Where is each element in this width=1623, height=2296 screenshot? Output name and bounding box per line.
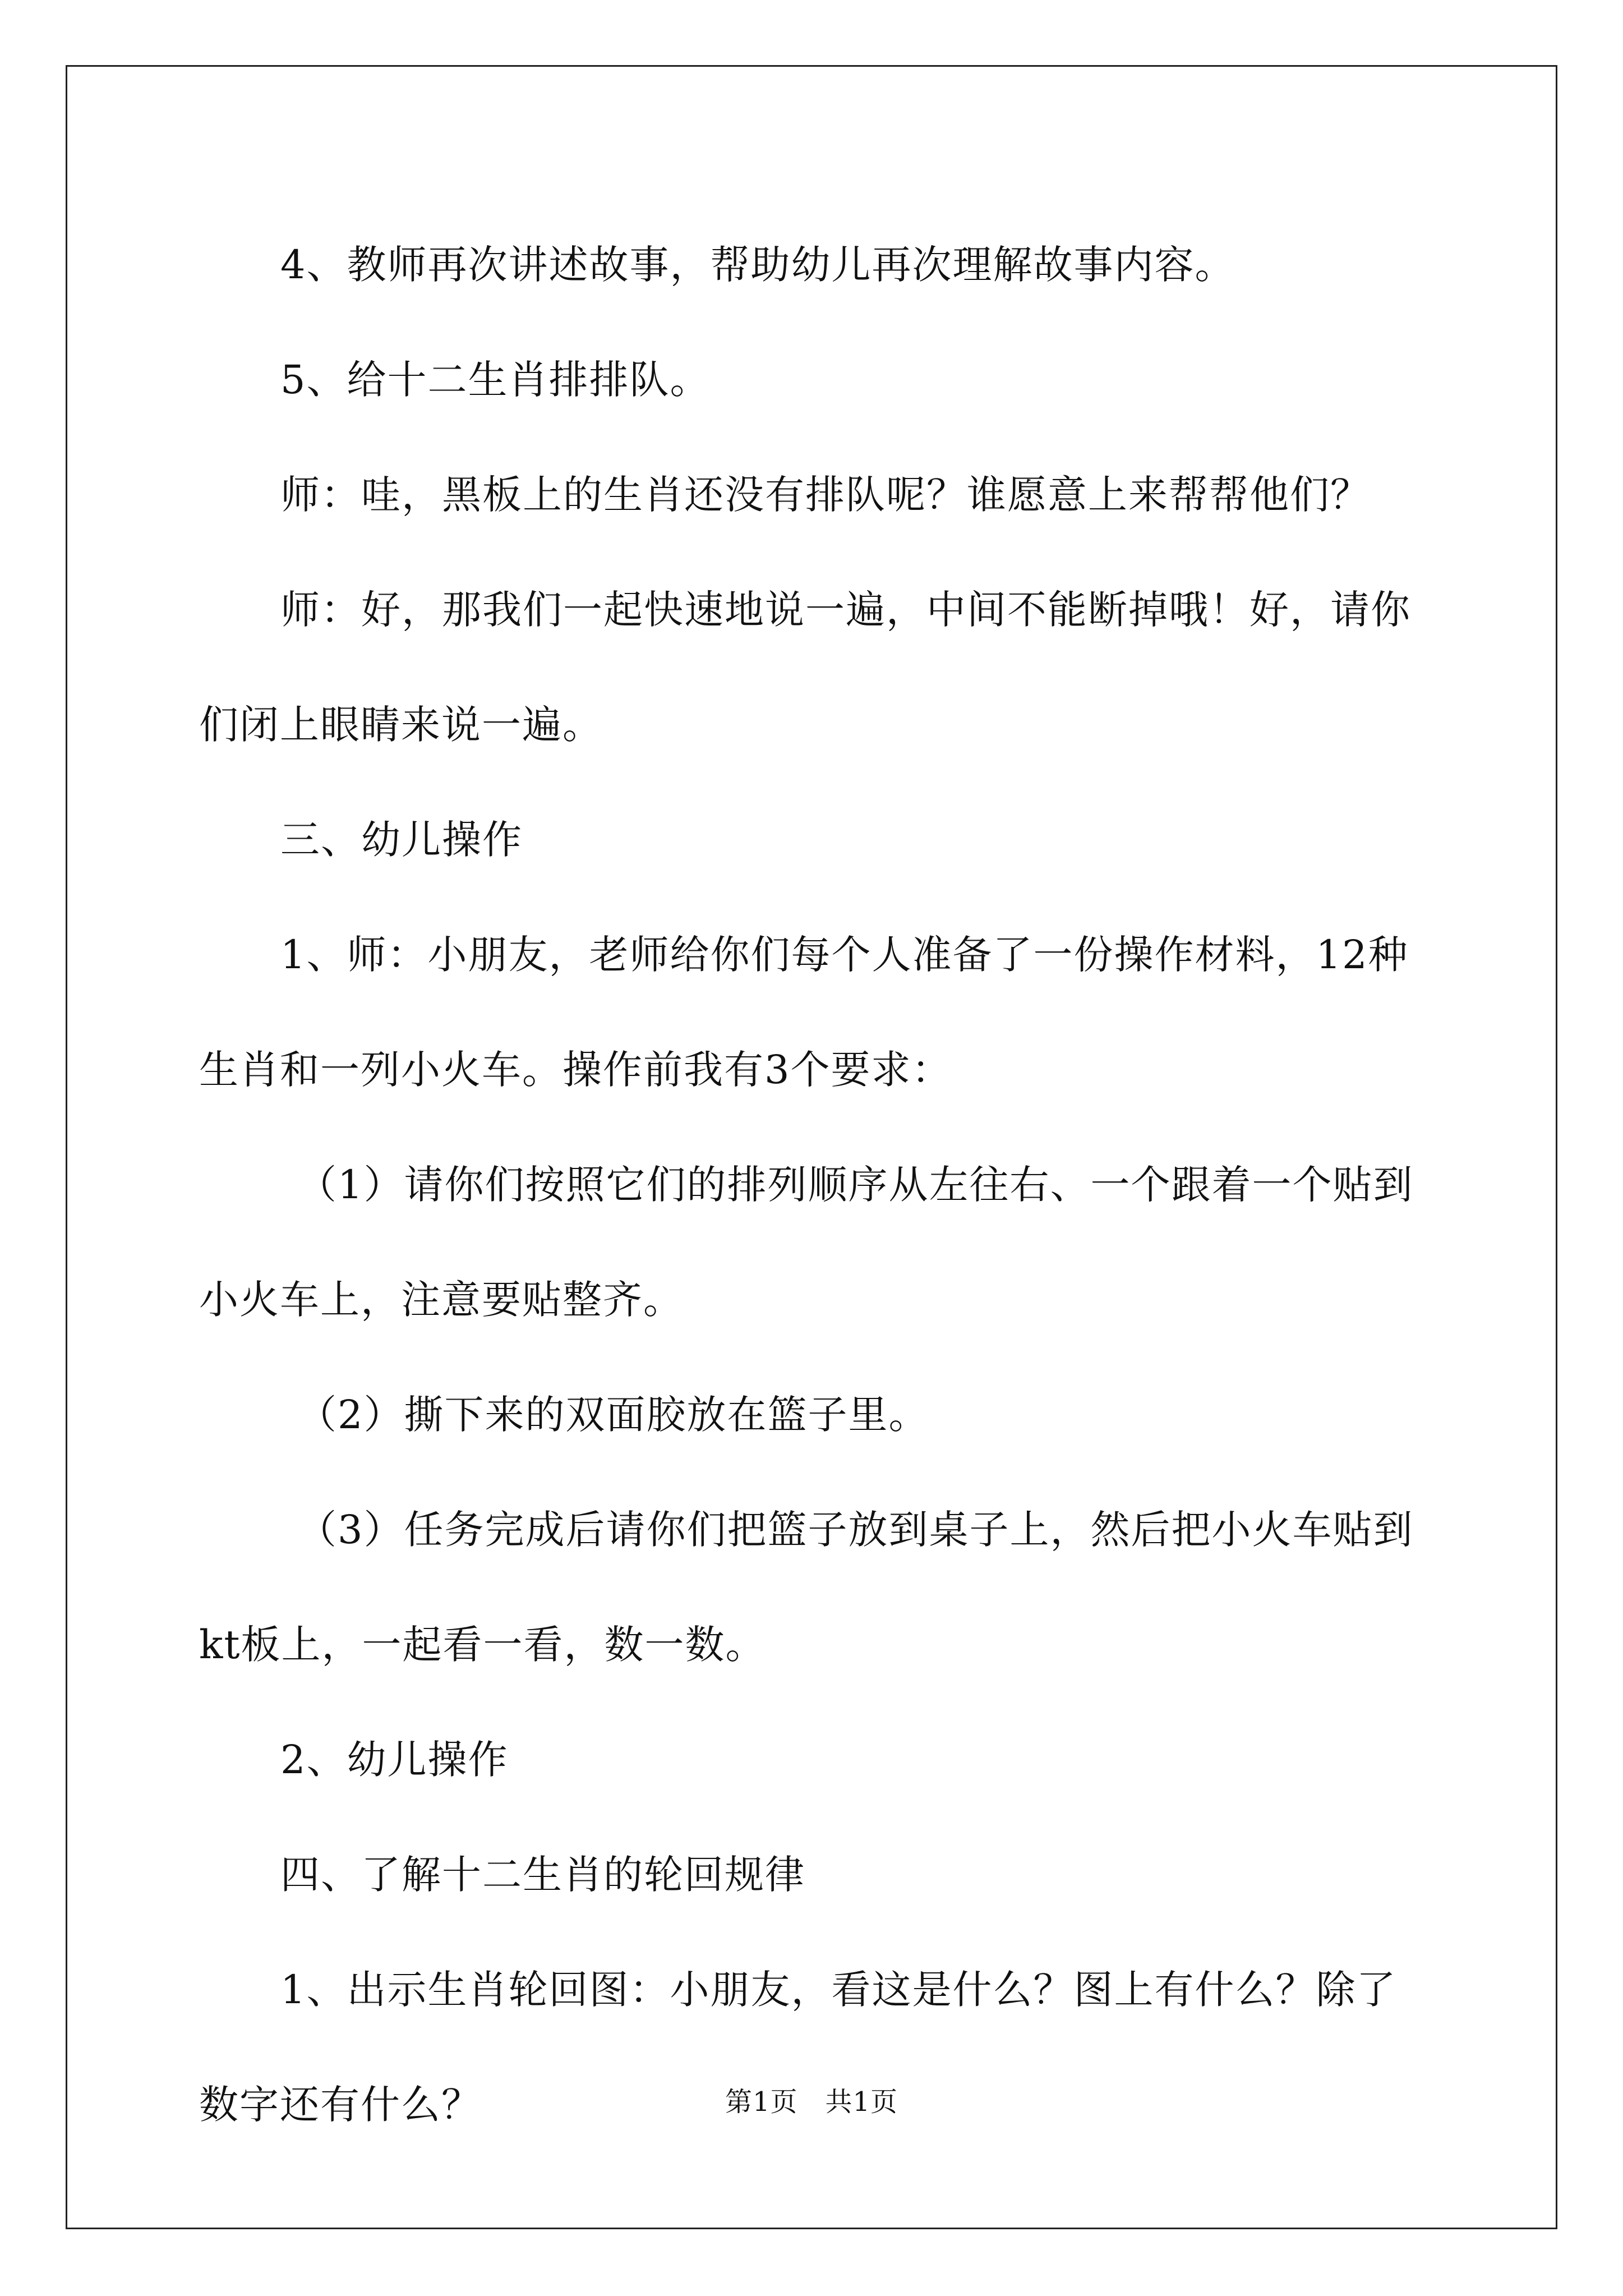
paragraph-1: 4、教师再次讲述故事，帮助幼儿再次理解故事内容。	[280, 242, 1235, 288]
document-body	[199, 208, 1424, 2162]
paragraph-2: 5、给十二生肖排排队。	[280, 357, 711, 403]
requirement-2: （2）撕下来的双面胶放在篮子里。	[297, 1392, 929, 1438]
requirement-3: （3）任务完成后请你们把篮子放到桌子上，然后把小火车贴到kt板上，一起看一看，数一数。	[199, 1507, 1414, 1668]
paragraph-10: 2、幼儿操作	[280, 1737, 509, 1783]
section-heading-4: 四、了解十二生肖的轮回规律	[280, 1852, 805, 1898]
paragraph-4: 师：好，那我们一起快速地说一遍，中间不能断掉哦！好，请你们闭上眼睛来说一遍。	[199, 587, 1411, 748]
paragraph-12: 1、出示生肖轮回图：小朋友，看这是什么？图上有什么？除了数字还有什么？	[199, 1967, 1397, 2128]
section-heading-3: 三、幼儿操作	[280, 817, 523, 863]
requirement-1: （1）请你们按照它们的排列顺序从左往右、一个跟着一个贴到小火车上，注意要贴整齐。	[199, 1162, 1414, 1323]
page-footer: 第1页 共1页	[725, 2086, 898, 2118]
paragraph-6: 1、师：小朋友，老师给你们每个人准备了一份操作材料，12种生肖和一列小火车。操作前我有3个要求：	[199, 932, 1409, 1093]
paragraph-3: 师：哇，黑板上的生肖还没有排队呢？谁愿意上来帮帮他们？	[280, 472, 1371, 518]
